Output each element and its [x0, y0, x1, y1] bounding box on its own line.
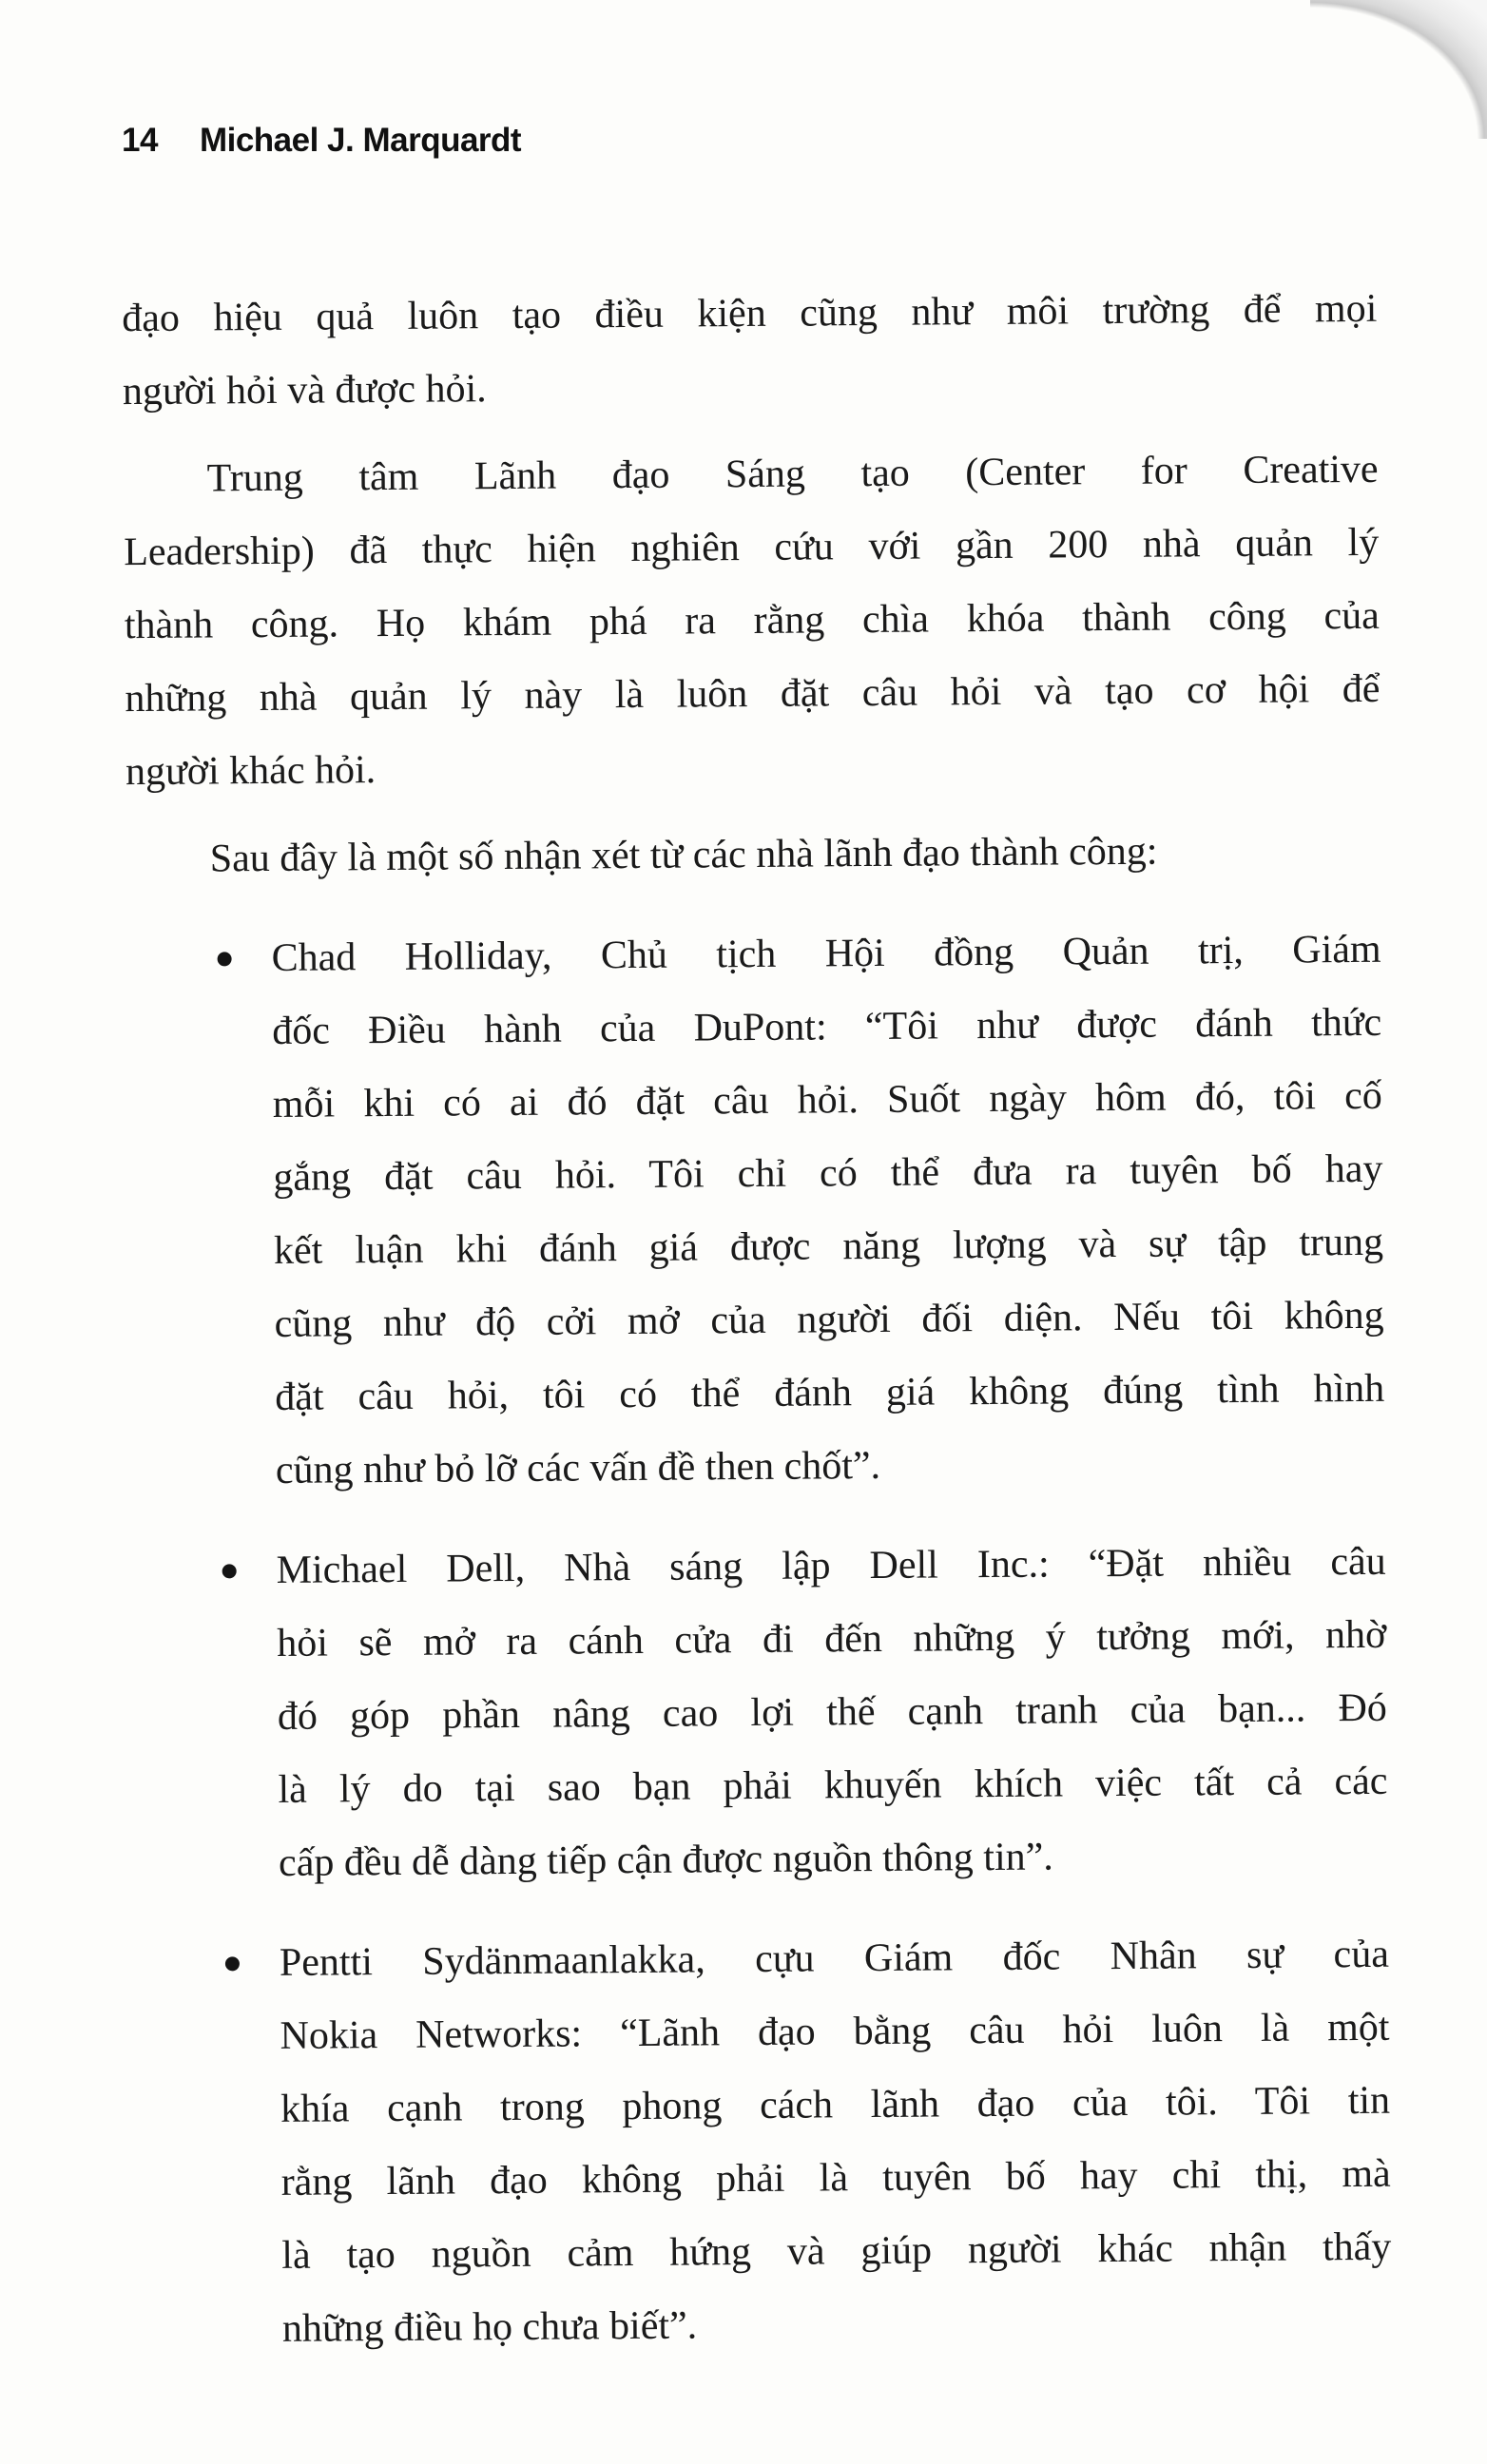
text-line: đốc Điều hành của DuPont: “Tôi như được đánh thức: [272, 1000, 1382, 1053]
text-line: Sau đây là một số nhận xét từ các nhà lãnh đạo thành công:: [209, 829, 1158, 881]
text-line: hỏi sẽ mở ra cánh cửa đi đến những ý tưởng mới, nhờ: [277, 1612, 1387, 1665]
text-line: Nokia Networks: “Lãnh đạo bằng câu hỏi luôn là một: [280, 2005, 1390, 2058]
paragraph: [123, 433, 1381, 809]
text-line: Trung tâm Lãnh đạo Sáng tạo (Center for Creative: [206, 447, 1379, 501]
text-line: Pentti Sydänmaanlakka, cựu Giám đốc Nhân sự của: [279, 1932, 1390, 1985]
page-body: [122, 273, 1393, 2367]
text-line: đó góp phần nâng cao lợi thế cạnh tranh của bạn... Đó: [277, 1685, 1388, 1739]
text-line: Michael Dell, Nhà sáng lập Dell Inc.: “Đặt nhiều câu: [276, 1539, 1386, 1592]
text-line: những điều họ chưa biết”.: [281, 2303, 698, 2351]
bullet-icon: [218, 952, 232, 966]
text-line: khía cạnh trong phong cách lãnh đạo của tôi. Tôi tin: [280, 2078, 1391, 2131]
bullet-item: [280, 1918, 1393, 2366]
page-number: 14: [122, 122, 158, 159]
bullet-icon: [225, 1956, 240, 1971]
text-line: Leadership) đã thực hiện nghiên cứu với gần 200 nhà quản lý: [124, 520, 1380, 575]
text-line: là lý do tại sao bạn phải khuyến khích việc tất cả các: [278, 1759, 1388, 1812]
text-line: mỗi khi có ai đó đặt câu hỏi. Suốt ngày hôm đó, tôi cố: [272, 1073, 1382, 1126]
running-title: Michael J. Marquardt: [199, 122, 522, 159]
page-corner-curl: [1310, 0, 1487, 139]
paragraph: [122, 273, 1378, 429]
text-line: cũng như độ cởi mở của người đối diện. Nếu tôi không: [274, 1293, 1384, 1346]
text-line: đạo hiệu quả luôn tạo điều kiện cũng như môi trường để mọi: [122, 286, 1378, 341]
text-line: là tạo nguồn cảm hứng và giúp người khác nhận thấy: [281, 2224, 1392, 2278]
text-line: cấp đều dễ dàng tiếp cận được nguồn thông tin”.: [278, 1835, 1053, 1885]
text-line: cũng như bỏ lỡ các vấn đề then chốt”.: [275, 1443, 881, 1492]
text-line: kết luận khi đánh giá được năng lượng và sự tập trung: [273, 1220, 1384, 1273]
text-line: rằng lãnh đạo không phải là tuyên bố hay chỉ thị, mà: [280, 2151, 1391, 2204]
page-header: [122, 122, 521, 160]
text-line: gắng đặt câu hỏi. Tôi chỉ có thể đưa ra tuyên bố hay: [273, 1146, 1383, 1200]
text-line: người khác hỏi.: [125, 748, 377, 795]
text-line: Chad Holliday, Chủ tịch Hội đồng Quản trị, Giám: [271, 927, 1381, 980]
paragraph: [126, 814, 1381, 896]
text-line: thành công. Họ khám phá ra rằng chìa khóa thành công của: [124, 593, 1380, 648]
text-line: những nhà quản lý này là luôn đặt câu hỏi và tạo cơ hội để: [125, 666, 1381, 722]
text-line: đặt câu hỏi, tôi có thể đánh giá không đúng tình hình: [275, 1366, 1385, 1419]
bullet-item: [276, 1526, 1388, 1900]
text-line: người hỏi và được hỏi.: [122, 367, 487, 414]
bullet-item: [271, 914, 1385, 1508]
bullet-icon: [222, 1564, 237, 1578]
